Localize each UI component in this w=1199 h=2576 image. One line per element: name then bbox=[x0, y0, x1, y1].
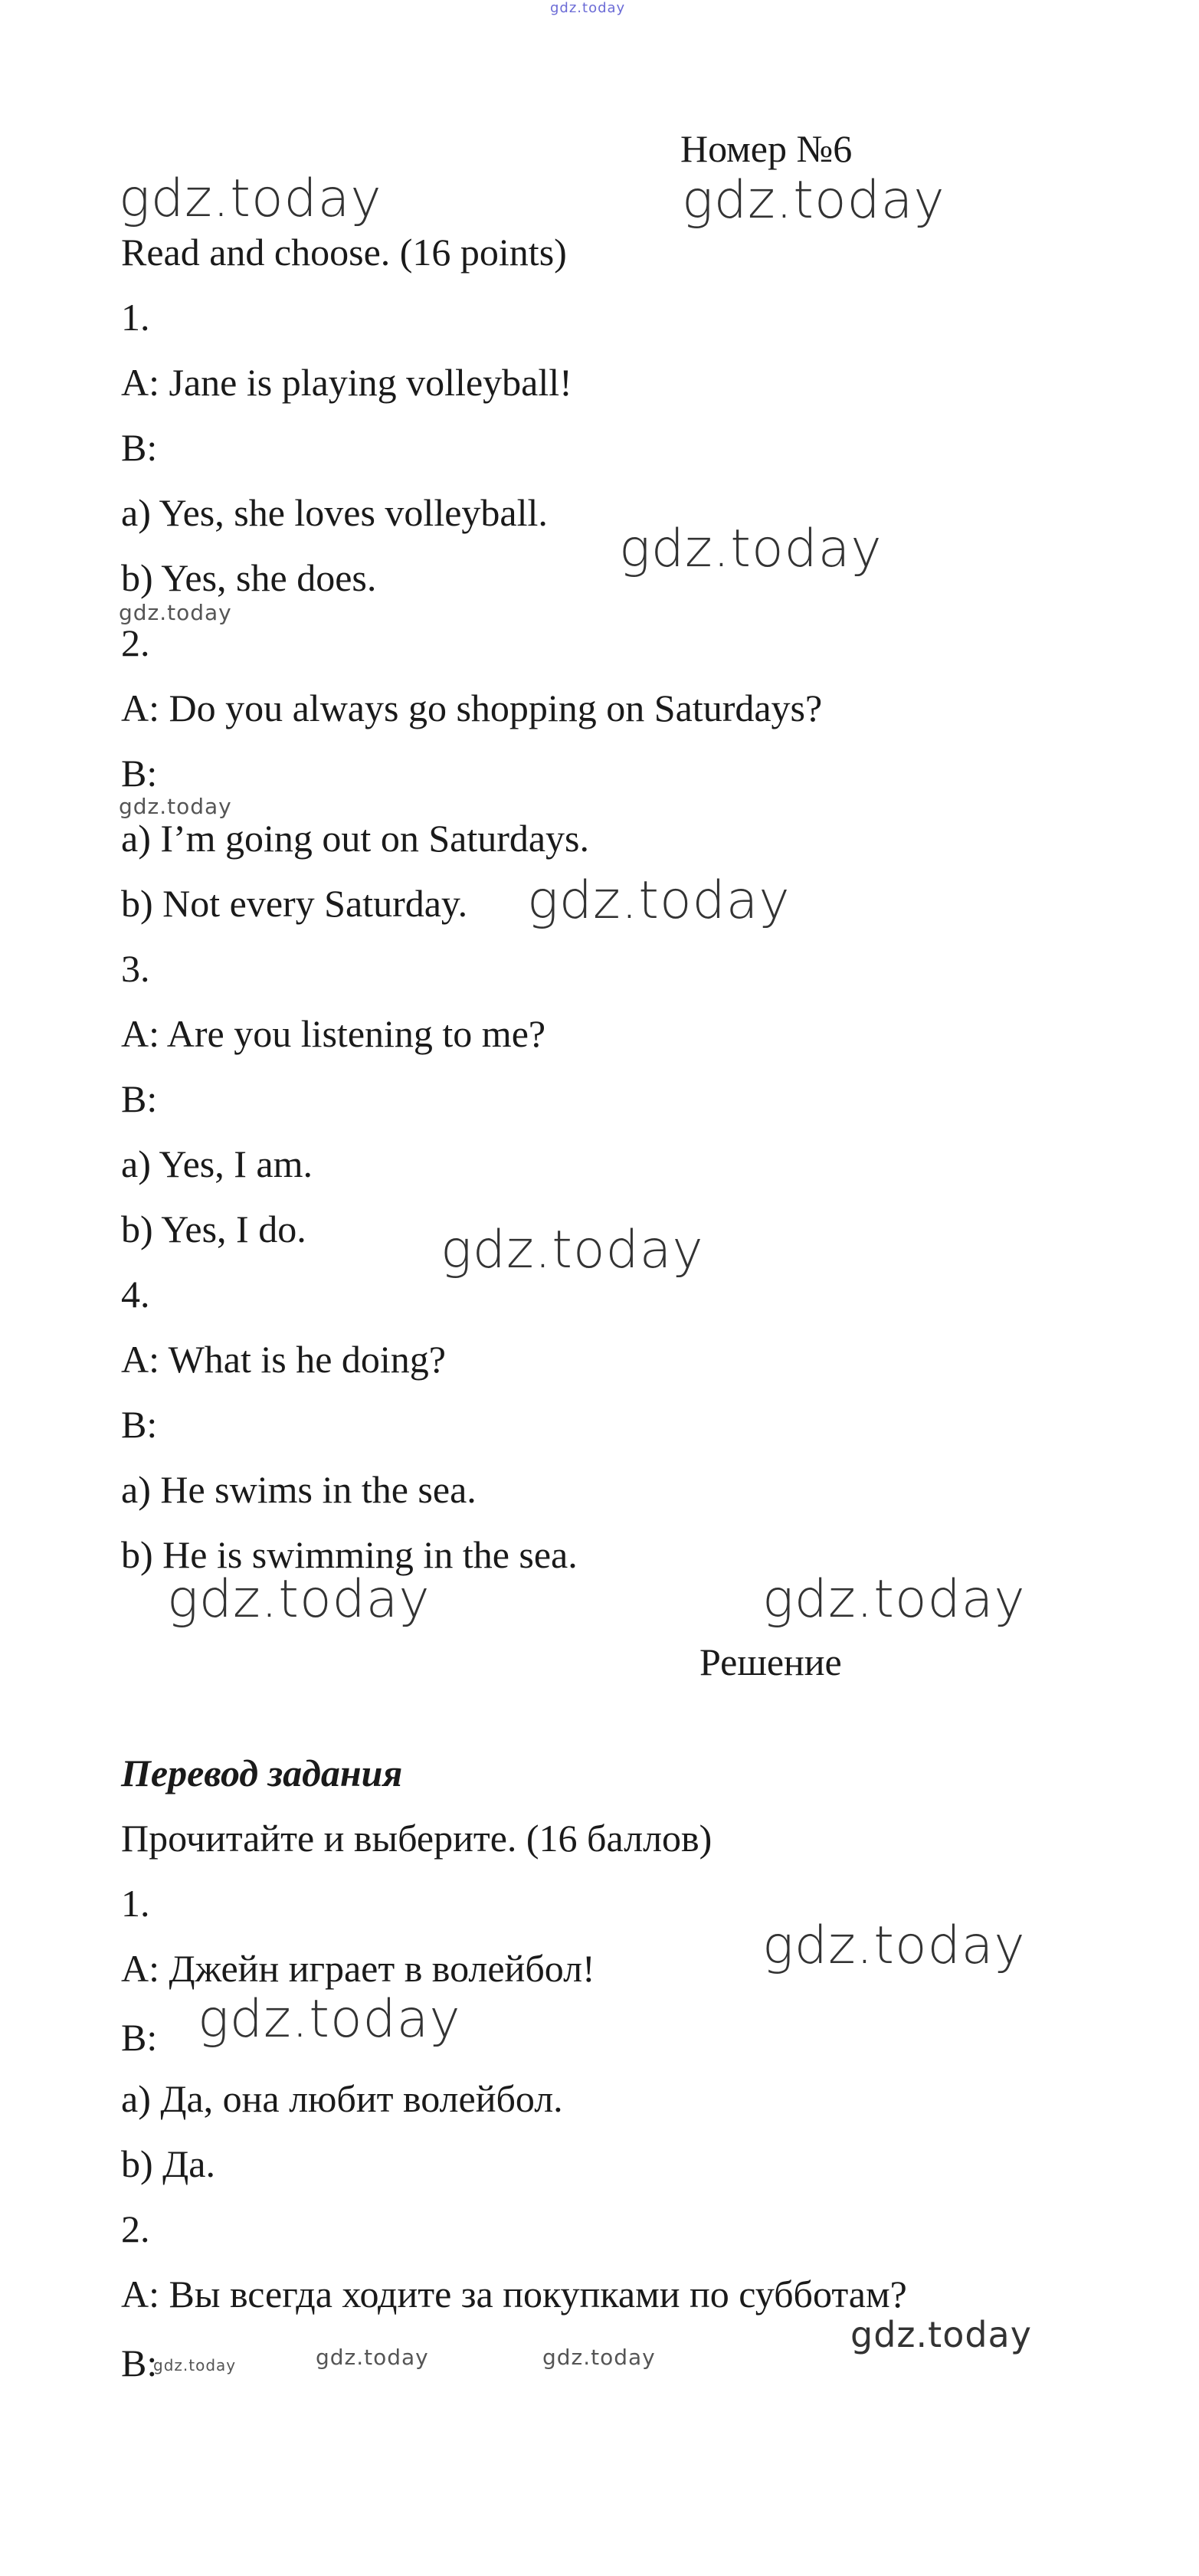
option-a: a) He swims in the sea. bbox=[121, 1468, 477, 1511]
watermark: gdz.today bbox=[316, 2345, 429, 2370]
option-a: a) Да, она любит волейбол. bbox=[121, 2077, 563, 2120]
option-b: b) Not every Saturday. bbox=[121, 882, 468, 925]
item-number: 3. bbox=[121, 947, 150, 990]
watermark: gdz.today bbox=[119, 794, 232, 819]
dialogue-b: B: bbox=[121, 1403, 158, 1446]
item-number: 4. bbox=[121, 1273, 150, 1316]
watermark: gdz.today bbox=[542, 2345, 656, 2370]
dialogue-a: A: Jane is playing volleyball! bbox=[121, 361, 572, 404]
watermark: gdz.today bbox=[619, 519, 883, 579]
watermark: gdz.today bbox=[527, 870, 791, 931]
option-a: a) I’m going out on Saturdays. bbox=[121, 817, 590, 860]
task-instruction: Read and choose. (16 points) bbox=[121, 231, 567, 274]
watermark: gdz.today bbox=[153, 2356, 237, 2374]
translation-heading: Перевод задания bbox=[121, 1752, 403, 1794]
option-b: b) Yes, I do. bbox=[121, 1208, 306, 1250]
item-number: 1. bbox=[121, 1882, 150, 1925]
watermark: gdz.today bbox=[198, 1989, 461, 2050]
watermark: gdz.today bbox=[119, 600, 232, 625]
option-b: b) He is swimming in the sea. bbox=[121, 1533, 578, 1576]
dialogue-a: A: Are you listening to me? bbox=[121, 1012, 546, 1055]
item-number: 2. bbox=[121, 2207, 150, 2250]
exercise-number: Номер №6 bbox=[680, 127, 853, 170]
watermark: gdz.today bbox=[850, 2314, 1032, 2355]
dialogue-b: B: bbox=[121, 2342, 158, 2384]
item-number: 1. bbox=[121, 296, 150, 339]
watermark: gdz.today bbox=[119, 169, 382, 229]
dialogue-b: B: bbox=[121, 1077, 158, 1120]
item-number: 2. bbox=[121, 621, 150, 664]
dialogue-b: B: bbox=[121, 752, 158, 795]
watermark: gdz.today bbox=[762, 1916, 1026, 1976]
watermark: gdz.today bbox=[550, 0, 626, 16]
dialogue-a: A: Джейн играет в волейбол! bbox=[121, 1947, 595, 1990]
watermark: gdz.today bbox=[441, 1220, 704, 1280]
dialogue-a: A: Do you always go shopping on Saturdays? bbox=[121, 687, 823, 729]
translation-instruction: Прочитайте и выберите. (16 баллов) bbox=[121, 1817, 713, 1860]
watermark: gdz.today bbox=[167, 1569, 431, 1630]
dialogue-b: B: bbox=[121, 426, 158, 469]
dialogue-b: B: bbox=[121, 2016, 158, 2059]
dialogue-a: A: What is he doing? bbox=[121, 1338, 446, 1381]
option-a: a) Yes, she loves volleyball. bbox=[121, 491, 548, 534]
option-b: b) Yes, she does. bbox=[121, 556, 377, 599]
solution-label: Решение bbox=[699, 1640, 842, 1683]
watermark: gdz.today bbox=[762, 1569, 1026, 1630]
option-a: a) Yes, I am. bbox=[121, 1142, 313, 1185]
option-b: b) Да. bbox=[121, 2142, 215, 2185]
watermark: gdz.today bbox=[682, 170, 945, 231]
dialogue-a: A: Вы всегда ходите за покупками по субботам? bbox=[121, 2273, 907, 2315]
